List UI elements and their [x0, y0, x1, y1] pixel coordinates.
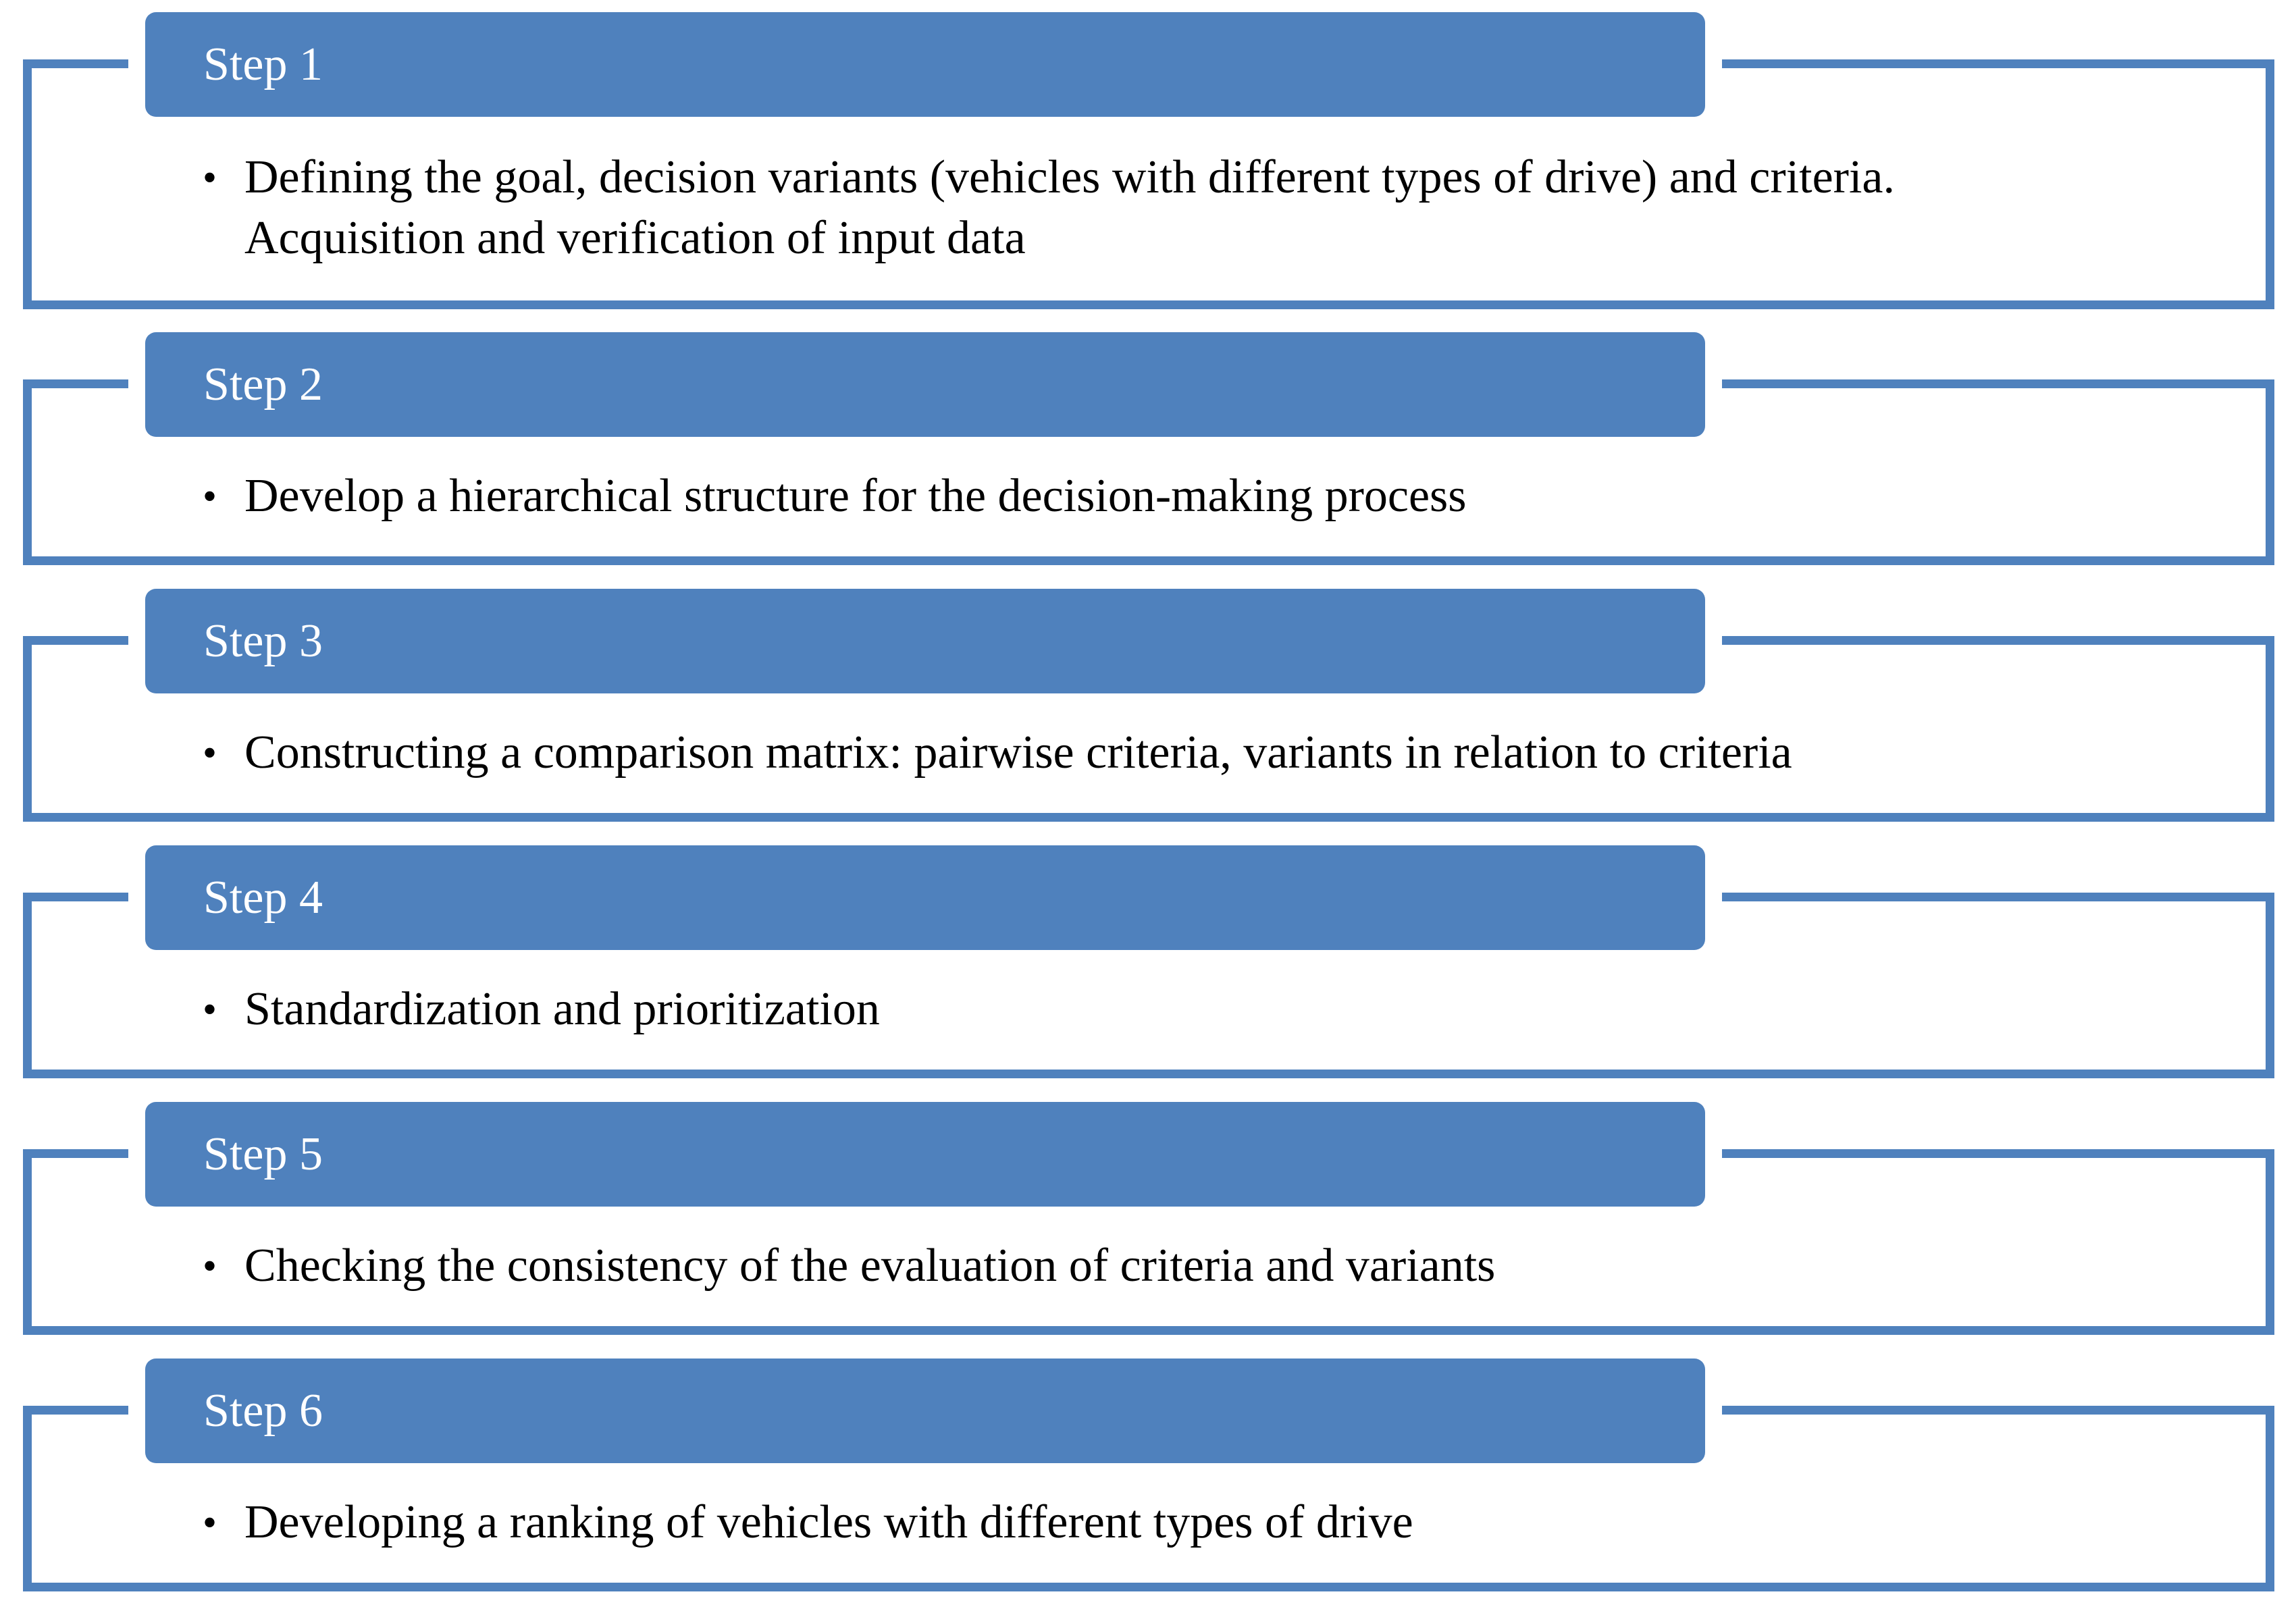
step-1-item-text: Defining the goal, decision variants (vehicles with different types of drive) and criteria. Acquisition and verification of input data [244, 151, 1895, 264]
step-6-item [203, 1492, 2222, 1553]
bullet-icon: • [203, 474, 217, 519]
step-6-item-text: Developing a ranking of vehicles with different types of drive [244, 1496, 1413, 1548]
step-1-item [203, 147, 2026, 269]
step-4-title: Step 4 [203, 871, 323, 924]
step-3-header [145, 589, 1705, 693]
step-2-item-text: Develop a hierarchical structure for the decision-making process [244, 470, 1467, 522]
bullet-icon: • [203, 987, 217, 1032]
step-2-header [145, 332, 1705, 437]
step-1-title: Step 1 [203, 38, 323, 90]
step-3-item-text: Constructing a comparison matrix: pairwise criteria, variants in relation to criteria [244, 727, 1792, 779]
step-4-item [203, 979, 2222, 1040]
step-6-title: Step 6 [203, 1384, 323, 1437]
step-2-title: Step 2 [203, 358, 323, 411]
step-6-header [145, 1359, 1705, 1463]
bullet-icon: • [203, 731, 217, 775]
step-2-item [203, 466, 2222, 527]
step-1-header [145, 12, 1705, 117]
bullet-icon: • [203, 1500, 217, 1545]
step-3-title: Step 3 [203, 614, 323, 667]
bullet-icon: • [203, 155, 217, 200]
step-4-item-text: Standardization and prioritization [244, 983, 880, 1035]
step-5-item-text: Checking the consistency of the evaluation of criteria and variants [244, 1240, 1496, 1292]
step-5-header [145, 1102, 1705, 1207]
step-5-item [203, 1236, 2222, 1296]
step-5-title: Step 5 [203, 1128, 323, 1180]
bullet-icon: • [203, 1244, 217, 1288]
step-3-item [203, 722, 2222, 783]
step-4-header [145, 845, 1705, 950]
